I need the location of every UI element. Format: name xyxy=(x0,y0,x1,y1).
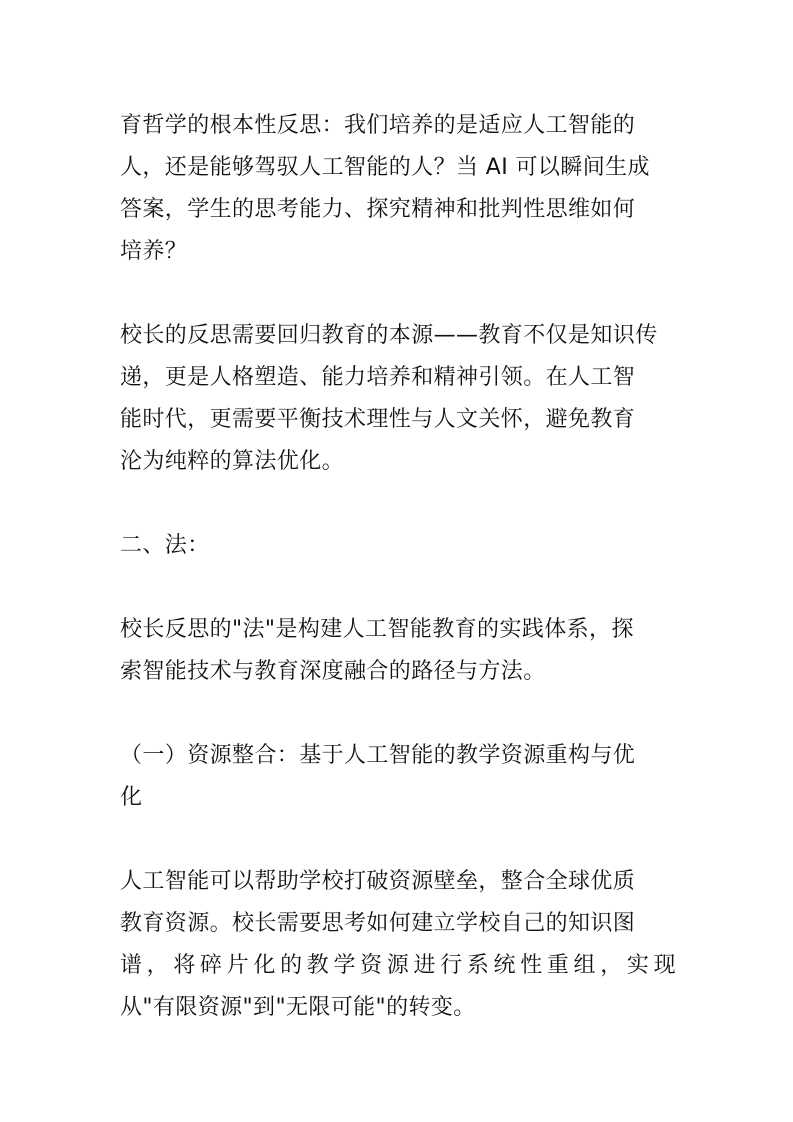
paragraph-principal-reflection xyxy=(120,315,676,483)
text-line: 人，还是能够驾驭人工智能的人？当 AI 可以瞬间生成 xyxy=(120,155,650,180)
paragraph-education-philosophy xyxy=(120,105,676,273)
text-line: 谱，将碎片化的教学资源进行系统性重组，实现 xyxy=(120,953,676,978)
document-page xyxy=(120,105,676,1071)
text-line: 育哲学的根本性反思：我们培养的是适应人工智能的 xyxy=(120,113,636,138)
subsection-heading-resource-integration xyxy=(120,735,676,819)
text-line: 人工智能可以帮助学校打破资源壁垒，整合全球优质 xyxy=(120,869,636,894)
text-line: 校长反思的"法"是构建人工智能教育的实践体系，探 xyxy=(120,617,634,642)
text-line: 索智能技术与教育深度融合的路径与方法。 xyxy=(120,659,546,684)
heading-text: 化 xyxy=(120,785,143,810)
paragraph-resource-integration xyxy=(120,861,676,1029)
text-line: 教育资源。校长需要思考如何建立学校自己的知识图 xyxy=(120,911,636,936)
text-line: 能时代，更需要平衡技术理性与人文关怀，避免教育 xyxy=(120,407,636,432)
text-line: 答案，学生的思考能力、探究精神和批判性思维如何 xyxy=(120,197,636,222)
text-line: 递，更是人格塑造、能力培养和精神引领。在人工智 xyxy=(120,365,636,390)
heading-text: 二、法： xyxy=(120,533,210,558)
heading-text: （一）资源整合：基于人工智能的教学资源重构与优 xyxy=(120,743,636,768)
text-line: 校长的反思需要回归教育的本源——教育不仅是知识传 xyxy=(120,323,658,348)
text-line: 沦为纯粹的算法优化。 xyxy=(120,449,345,474)
text-line: 从"有限资源"到"无限可能"的转变。 xyxy=(120,995,476,1020)
section-heading-method xyxy=(120,525,676,567)
text-line: 培养？ xyxy=(120,239,188,264)
paragraph-method-intro xyxy=(120,609,676,693)
